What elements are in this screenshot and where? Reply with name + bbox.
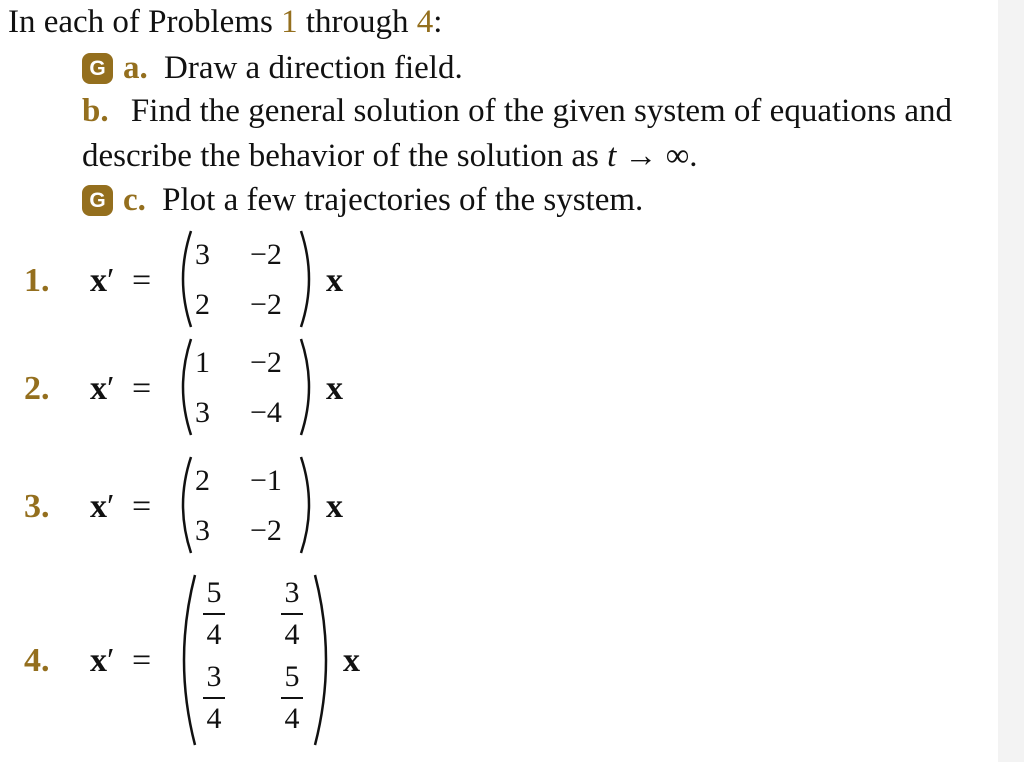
intro-prefix: In each of Problems xyxy=(8,4,282,40)
problem-2-lhs xyxy=(90,370,114,408)
fraction-bar xyxy=(203,697,225,699)
part-b xyxy=(82,95,952,128)
part-b-text-2b: → ∞. xyxy=(616,138,698,174)
matrix-cell: 3 xyxy=(195,396,210,429)
prime-mark: ′ xyxy=(107,262,115,299)
part-a xyxy=(82,52,463,85)
problem-3-lhs xyxy=(90,488,114,526)
part-b-text-2a: describe the behavior of the solution as xyxy=(82,138,608,174)
intro-problem-end: 4 xyxy=(416,4,434,40)
variable-t: t xyxy=(607,138,617,174)
fraction-denominator: 4 xyxy=(206,702,222,735)
matrix-cell: 3 xyxy=(195,514,210,547)
problem-1-number: 1. xyxy=(24,262,50,299)
part-c-label: c. xyxy=(123,182,146,218)
problem-2-number: 2. xyxy=(24,370,50,407)
matrix-cell: −1 xyxy=(250,464,282,497)
part-c-text: Plot a few trajectories of the system. xyxy=(162,182,644,218)
matrix-cell: 2 xyxy=(195,464,210,497)
matrix-fraction xyxy=(199,660,229,736)
fraction-numerator: 3 xyxy=(206,660,222,693)
fraction-bar xyxy=(281,697,303,699)
x-vector: x xyxy=(326,488,343,525)
fraction-numerator: 3 xyxy=(284,576,300,609)
intro-middle: through xyxy=(297,4,417,40)
fraction-numerator: 5 xyxy=(206,576,222,609)
intro-problem-start: 1 xyxy=(281,4,298,40)
left-paren-icon xyxy=(172,336,194,438)
matrix-cell: 3 xyxy=(195,238,210,271)
matrix-cell: −4 xyxy=(250,396,282,429)
equals-sign: = xyxy=(132,488,152,525)
x-vector: x xyxy=(326,262,343,299)
equals-sign: = xyxy=(132,370,152,407)
matrix-cell: −2 xyxy=(250,238,282,271)
prime-mark: ′ xyxy=(107,370,115,407)
matrix-cell: −2 xyxy=(250,514,282,547)
fraction-numerator: 5 xyxy=(284,660,300,693)
x-vector: x xyxy=(90,370,107,407)
intro-suffix: : xyxy=(433,4,443,40)
fraction-denominator: 4 xyxy=(284,618,300,651)
fraction-denominator: 4 xyxy=(206,618,222,651)
problem-4-lhs xyxy=(90,642,114,680)
part-c xyxy=(82,184,643,217)
right-paren-icon xyxy=(312,572,338,748)
left-paren-icon xyxy=(172,454,194,556)
problem-3-number: 3. xyxy=(24,488,50,525)
equals-sign: = xyxy=(132,262,152,299)
x-vector: x xyxy=(343,642,360,679)
prime-mark: ′ xyxy=(107,642,115,679)
x-vector: x xyxy=(90,488,107,525)
intro-line xyxy=(8,6,442,39)
x-vector: x xyxy=(326,370,343,407)
right-paren-icon xyxy=(298,454,320,556)
part-b-text: Find the general solution of the given system of equations and xyxy=(130,93,953,129)
matrix-fraction xyxy=(277,576,307,652)
left-paren-icon xyxy=(172,228,194,330)
matrix-fraction xyxy=(199,576,229,652)
page-edge-shade xyxy=(998,0,1024,762)
right-paren-icon xyxy=(298,228,320,330)
graphing-badge-icon: G xyxy=(82,185,113,216)
problem-1-lhs xyxy=(90,262,114,300)
problem-4-number: 4. xyxy=(24,642,50,679)
fraction-bar xyxy=(281,613,303,615)
left-paren-icon xyxy=(172,572,198,748)
x-vector: x xyxy=(90,642,107,679)
matrix-fraction xyxy=(277,660,307,736)
part-a-text: Draw a direction field. xyxy=(164,50,463,86)
right-paren-icon xyxy=(298,336,320,438)
matrix-cell: −2 xyxy=(250,346,282,379)
matrix-cell: −2 xyxy=(250,288,282,321)
part-a-label: a. xyxy=(123,50,148,86)
matrix-cell: 1 xyxy=(195,346,210,379)
graphing-badge-icon: G xyxy=(82,53,113,84)
x-vector: x xyxy=(90,262,107,299)
prime-mark: ′ xyxy=(107,488,115,525)
fraction-denominator: 4 xyxy=(284,702,300,735)
part-b-label: b. xyxy=(82,93,109,129)
part-b-continued xyxy=(82,140,698,173)
matrix-cell: 2 xyxy=(195,288,210,321)
equals-sign: = xyxy=(132,642,152,679)
fraction-bar xyxy=(203,613,225,615)
